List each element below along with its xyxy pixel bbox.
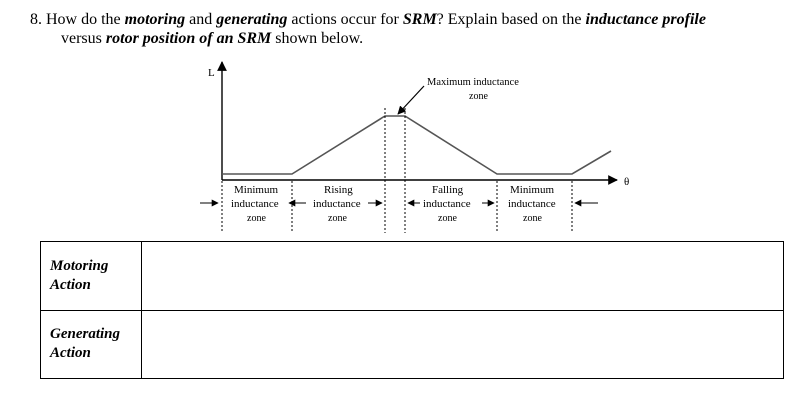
zone1-label-line3: zone: [247, 213, 266, 224]
question-number: 8.: [30, 11, 42, 28]
zone4-label-line3: zone: [523, 213, 542, 224]
q2-segment: rotor position of an SRM: [105, 30, 272, 47]
inductance-profile-curve: [222, 116, 611, 174]
max-zone-label-line1: Maximum inductance: [427, 77, 519, 88]
motoring-answer-cell[interactable]: [142, 242, 784, 311]
zone1-label-line1: Minimum: [234, 184, 279, 196]
q2-segment: versus: [61, 30, 106, 47]
zone2-label-line1: Rising: [324, 184, 353, 196]
q1-segment: SRM: [402, 11, 437, 28]
zone4-label-line1: Minimum: [510, 184, 555, 196]
zone1-label-line2: inductance: [231, 198, 279, 210]
max-zone-pointer-arrow: [398, 86, 424, 114]
q1-segment: ? Explain based on the: [436, 11, 586, 28]
y-axis-label: L: [208, 67, 215, 79]
q1-segment: motoring: [124, 11, 186, 28]
zone3-label-line2: inductance: [423, 198, 471, 210]
q1-segment: inductance profile: [585, 11, 706, 28]
table-row: [41, 310, 784, 379]
table-row: [41, 242, 784, 311]
answer-table: [40, 241, 784, 379]
zone3-label-line3: zone: [438, 213, 457, 224]
max-zone-label-line2: zone: [469, 91, 488, 102]
zone2-label-line3: zone: [328, 213, 347, 224]
q1-segment: actions occur for: [287, 11, 403, 28]
zone2-label-line2: inductance: [313, 198, 361, 210]
zone4-label-line2: inductance: [508, 198, 556, 210]
motoring-action-label: Motoring Action: [41, 242, 142, 311]
q1-segment: generating: [216, 11, 288, 28]
q1-segment: and: [185, 11, 217, 28]
x-axis-label: θ: [624, 176, 630, 188]
q1-segment: How do the: [46, 11, 125, 28]
zone3-label-line1: Falling: [432, 184, 464, 196]
generating-answer-cell[interactable]: [142, 310, 784, 379]
q2-segment: shown below.: [271, 30, 364, 47]
generating-action-label: Generating Action: [41, 310, 142, 379]
